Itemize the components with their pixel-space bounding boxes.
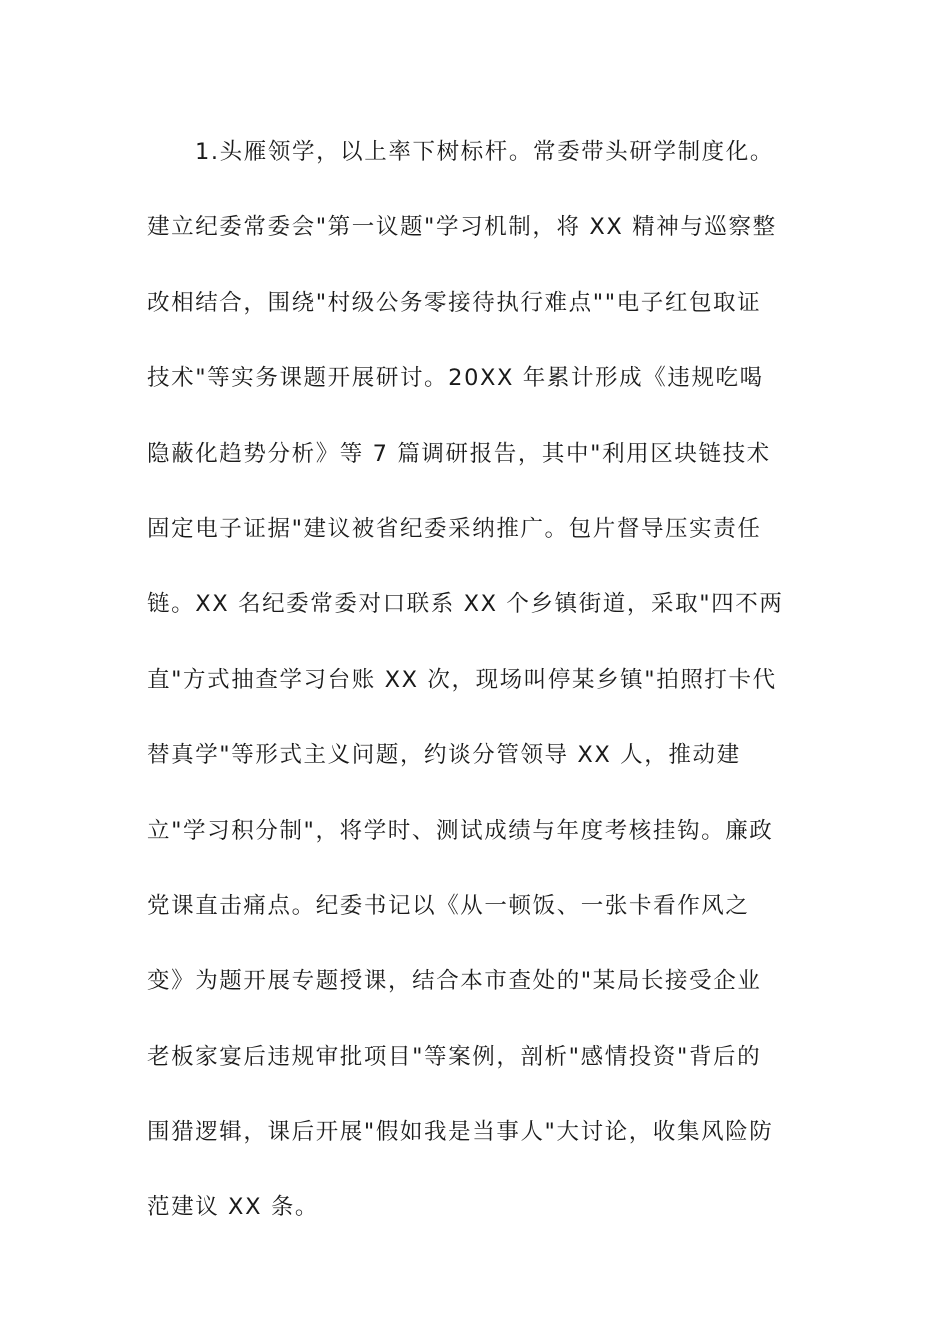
paragraph-line: 固定电子证据"建议被省纪委采纳推广。包片督导压实责任	[147, 515, 762, 542]
paragraph-line: 党课直击痛点。纪委书记以《从一顿饭、一张卡看作风之	[147, 892, 750, 919]
paragraph-line: 围猎逻辑，课后开展"假如我是当事人"大讨论，收集风险防	[147, 1119, 774, 1146]
paragraph-line: 改相结合，围绕"村级公务零接待执行难点""电子红包取证	[147, 289, 762, 316]
paragraph-line: 直"方式抽查学习台账 XX 次，现场叫停某乡镇"拍照打卡代	[147, 666, 777, 693]
paragraph-line: 1.头雁领学，以上率下树标杆。常委带头研学制度化。	[195, 139, 774, 165]
paragraph-line: 立"学习积分制"，将学时、测试成绩与年度考核挂钩。廉政	[147, 817, 774, 844]
paragraph-line: 替真学"等形式主义问题，约谈分管领导 XX 人，推动建	[147, 742, 741, 769]
paragraph-line: 建立纪委常委会"第一议题"学习机制，将 XX 精神与巡察整	[147, 214, 777, 241]
paragraph-line: 范建议 XX 条。	[147, 1194, 320, 1221]
paragraph-line: 链。XX 名纪委常委对口联系 XX 个乡镇街道，采取"四不两	[147, 591, 784, 618]
body-paragraph	[147, 128, 817, 1259]
paragraph-line: 变》为题开展专题授课，结合本市查处的"某局长接受企业	[147, 968, 762, 995]
paragraph-line: 老板家宴后违规审批项目"等案例，剖析"感情投资"背后的	[147, 1043, 762, 1070]
paragraph-line: 技术"等实务课题开展研讨。20XX 年累计形成《违规吃喝	[147, 365, 764, 392]
paragraph-line: 隐蔽化趋势分析》等 7 篇调研报告，其中"利用区块链技术	[147, 440, 771, 467]
